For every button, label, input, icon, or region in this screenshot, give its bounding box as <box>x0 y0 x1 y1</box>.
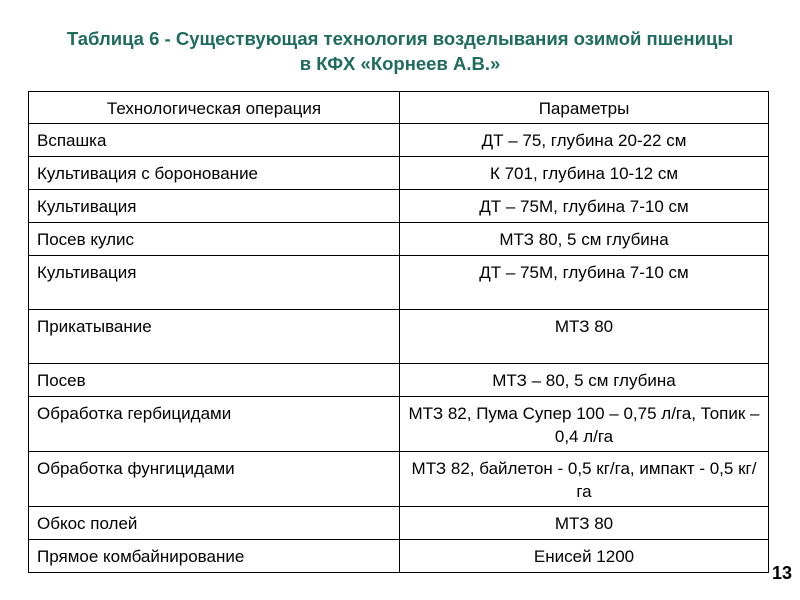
operation-text: Культивация <box>37 197 137 216</box>
parameters-cell <box>400 507 769 540</box>
operation-cell <box>29 223 400 256</box>
parameters-cell <box>400 364 769 397</box>
parameters-text: МТЗ 82, Пума Супер 100 – 0,75 л/га, Топик – 0,4 л/га <box>408 404 760 446</box>
operation-cell <box>29 256 400 310</box>
operation-cell <box>29 452 400 507</box>
table-title-line-1: Таблица 6 - Существующая технология возделывания озимой пшеницы <box>66 28 734 49</box>
table-row <box>29 452 769 507</box>
parameters-text: МТЗ 82, байлетон - 0,5 кг/га, импакт - 0,5 кг/га <box>411 459 757 501</box>
table-row <box>29 397 769 452</box>
parameters-cell <box>400 397 769 452</box>
table-header-row <box>29 92 769 124</box>
table-row <box>29 157 769 190</box>
parameters-text: ДТ – 75М, глубина 7-10 см <box>479 197 689 216</box>
operation-text: Посев <box>37 371 86 390</box>
operation-text: Культивация <box>37 263 137 282</box>
operation-cell <box>29 157 400 190</box>
operation-cell <box>29 397 400 452</box>
parameters-cell <box>400 190 769 223</box>
page-number: 13 <box>771 563 792 583</box>
operation-cell <box>29 124 400 157</box>
operation-text: Культивация с боронование <box>37 164 259 183</box>
parameters-text: МТЗ 80 <box>554 514 614 533</box>
parameters-cell <box>400 540 769 573</box>
operation-text: Прямое комбайнирование <box>37 547 245 566</box>
table-row <box>29 256 769 310</box>
table-title <box>0 26 800 76</box>
table-row <box>29 124 769 157</box>
parameters-text: МТЗ – 80, 5 см глубина <box>492 371 676 390</box>
table-row <box>29 364 769 397</box>
operation-cell <box>29 540 400 573</box>
parameters-text: МТЗ 80, 5 см глубина <box>499 230 669 249</box>
parameters-cell <box>400 223 769 256</box>
header-parameters-label: Параметры <box>538 99 630 118</box>
operation-cell <box>29 364 400 397</box>
parameters-cell <box>400 310 769 364</box>
parameters-text: МТЗ 80 <box>554 317 614 336</box>
header-operation-label: Технологическая операция <box>106 99 322 118</box>
table-row <box>29 540 769 573</box>
operation-text: Вспашка <box>37 131 107 150</box>
operation-text: Обработка гербицидами <box>37 404 232 423</box>
parameters-cell <box>400 452 769 507</box>
parameters-text: Енисей 1200 <box>533 547 635 566</box>
operation-cell <box>29 310 400 364</box>
parameters-text: К 701, глубина 10-12 см <box>489 164 679 183</box>
table-title-line-2: в КФХ «Корнеев А.В.» <box>299 53 501 74</box>
operation-text: Обработка фунгицидами <box>37 459 235 478</box>
parameters-text: ДТ – 75М, глубина 7-10 см <box>479 263 689 282</box>
parameters-cell <box>400 124 769 157</box>
table-row <box>29 223 769 256</box>
table-row <box>29 190 769 223</box>
operation-text: Обкос полей <box>37 514 138 533</box>
table-row <box>29 507 769 540</box>
operation-cell <box>29 190 400 223</box>
parameters-text: ДТ – 75, глубина 20-22 см <box>481 131 687 150</box>
operation-cell <box>29 507 400 540</box>
operation-text: Прикатывание <box>37 317 152 336</box>
technology-table <box>28 91 769 573</box>
header-operation <box>29 92 400 124</box>
parameters-cell <box>400 256 769 310</box>
operation-text: Посев кулис <box>37 230 135 249</box>
table-row <box>29 310 769 364</box>
parameters-cell <box>400 157 769 190</box>
header-parameters <box>400 92 769 124</box>
